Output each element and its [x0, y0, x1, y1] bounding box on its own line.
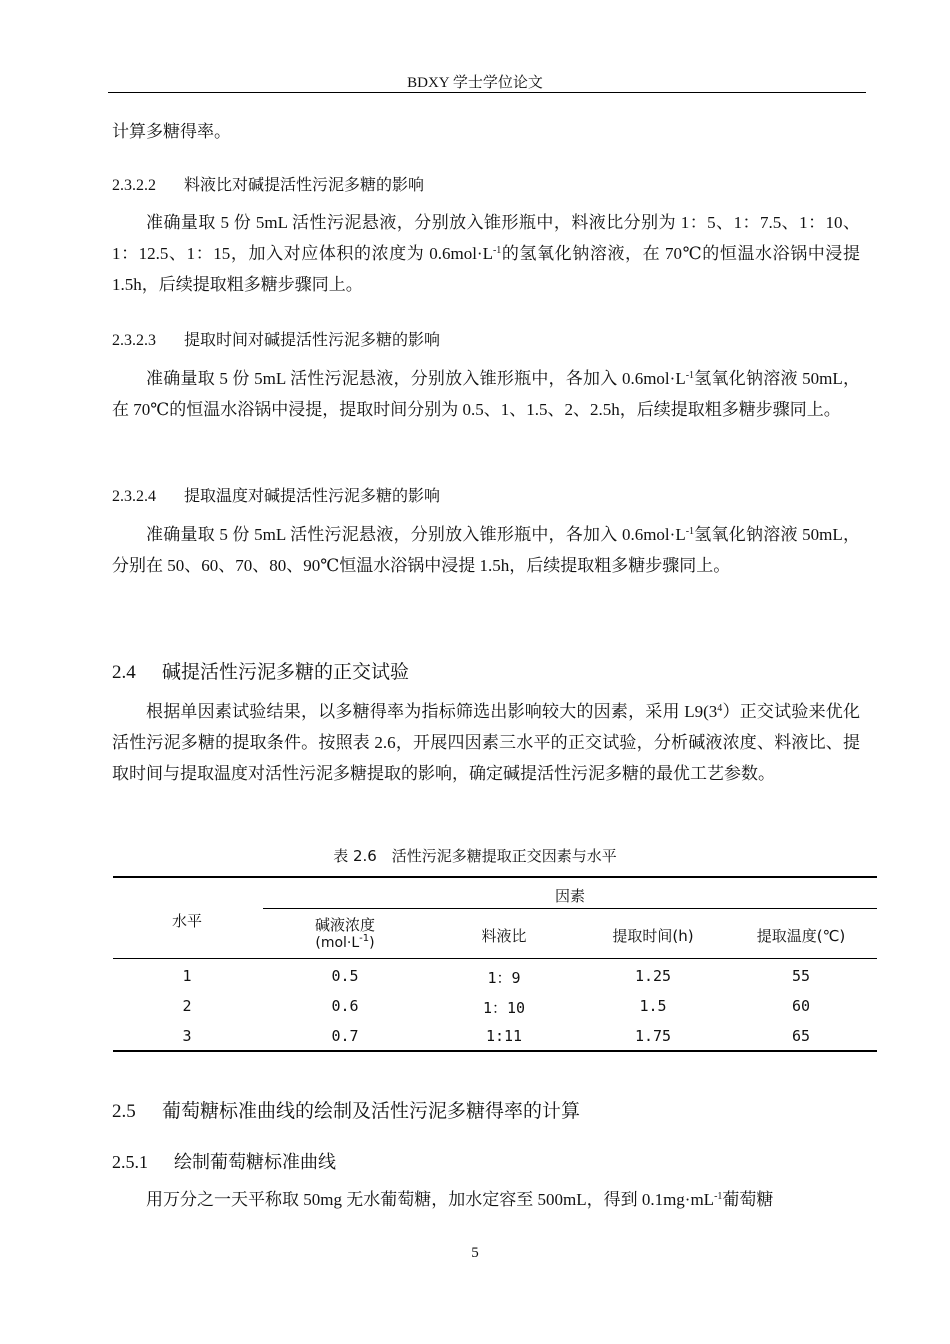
paragraph-temperature — [112, 519, 860, 581]
paragraph-orthogonal — [112, 696, 860, 789]
heading-title: 葡萄糖标准曲线的绘制及活性污泥多糖得率的计算 — [162, 1100, 581, 1122]
paragraph-text: ）正交试验来优化活性污泥多糖的提取条件。按照表 2.6，开展四因素三水平的正交试验，分析碱液浓度、料液比、提取时间与提取温度对活性污泥多糖提取的影响，确定碱提活性污泥多糖的最优工艺参数。 — [112, 702, 861, 783]
paragraph-text: 根据单因素试验结果，以多糖得率为指标筛选出影响较大的因素，采用 L9(3 — [146, 702, 718, 721]
paragraph-text: 准确量取 5 份 5mL 活性污泥悬液，分别放入锥形瓶中，各加入 0.6mol·L — [146, 369, 686, 388]
table-cell-temp: 60 — [791, 997, 811, 1015]
superscript: -1 — [685, 370, 695, 381]
table-cell-level: 2 — [182, 997, 192, 1015]
page-header: BDXY 学士学位论文 — [407, 75, 543, 91]
heading-2-3-2-2 — [112, 172, 424, 195]
heading-number: 2.3.2.2 — [112, 177, 156, 194]
header-rule — [108, 92, 866, 93]
table-cell-ratio: 1：10 — [482, 999, 526, 1017]
table-cell-time: 1.25 — [634, 967, 672, 985]
table-top-rule — [113, 876, 877, 878]
heading-2-4 — [112, 657, 409, 684]
heading-number: 2.4 — [112, 662, 136, 683]
heading-title: 料液比对碱提活性污泥多糖的影响 — [184, 175, 425, 194]
table-header-factor: 因素 — [554, 887, 585, 905]
paragraph-text: 氢氧化钠溶液 50mL，在 70℃的恒温水浴锅中浸提，提取时间分别为 0.5、1、1.5、2、2.5h，后续提取粗多糖步骤同上。 — [112, 369, 861, 419]
heading-title: 绘制葡萄糖标准曲线 — [174, 1152, 336, 1173]
table-cell-temp: 55 — [791, 967, 811, 985]
paragraph-text: 准确量取 5 份 5mL 活性污泥悬液，分别放入锥形瓶中，各加入 0.6mol·L — [146, 525, 686, 544]
table-bottom-rule — [113, 1050, 877, 1052]
paragraph-text: 氢氧化钠溶液 50mL，分别在 50、60、70、80、90℃恒温水浴锅中浸提 1.5h，后续提取粗多糖步骤同上。 — [112, 525, 861, 575]
col-label: 碱液浓度 — [314, 916, 375, 934]
table-col-temp: 提取温度(℃) — [756, 927, 846, 945]
heading-number: 2.3.2.3 — [112, 332, 156, 349]
paragraph-ratio — [112, 207, 860, 300]
table-cell-ratio: 1：9 — [487, 969, 521, 987]
superscript: -1 — [492, 245, 502, 256]
table-header-rule — [113, 958, 877, 959]
table-cell-conc: 0.5 — [331, 967, 359, 985]
col-unit: $(mol\cdot L^{-1})$ — [315, 933, 375, 951]
table-cell-level: 3 — [182, 1027, 192, 1045]
superscript: -1 — [685, 526, 695, 537]
table-caption: 表 2.6 活性污泥多糖提取正交因素与水平 — [333, 847, 617, 865]
table-cell-temp: 65 — [791, 1027, 811, 1045]
table-cell-conc: 0.6 — [331, 997, 359, 1015]
paragraph-continued: 计算多糖得率。 — [112, 122, 231, 141]
paragraph-time — [112, 363, 860, 425]
heading-title: 提取温度对碱提活性污泥多糖的影响 — [184, 486, 441, 505]
heading-title: 碱提活性污泥多糖的正交试验 — [162, 661, 410, 683]
heading-number: 2.5.1 — [112, 1152, 148, 1172]
table-col-ratio: 料液比 — [481, 927, 527, 945]
table-col-conc — [263, 914, 427, 951]
heading-2-5 — [112, 1096, 580, 1123]
paragraph-text: 葡萄糖 — [722, 1190, 774, 1209]
table-cell-conc: 0.7 — [331, 1027, 359, 1045]
table-cell-level: 1 — [182, 967, 192, 985]
table-header-level: 水平 — [171, 912, 202, 930]
paragraph-text: 准确量取 5 份 5mL 活性污泥悬液，分别放入锥形瓶中，料液比分别为 1：5、1：7.5、1：10、1：12.5、1：15，加入对应体积的浓度为 0.6mol·L — [112, 213, 860, 263]
table-col-time: 提取时间(h) — [612, 927, 694, 945]
heading-2-5-1 — [112, 1148, 336, 1174]
paragraph-text: 用万分之一天平称取 50mg 无水葡萄糖，加水定容至 500mL，得到 0.1mg·mL — [146, 1190, 715, 1209]
heading-2-3-2-4 — [112, 483, 440, 506]
heading-number: 2.5 — [112, 1101, 136, 1122]
superscript: 4 — [717, 703, 723, 714]
heading-2-3-2-3 — [112, 327, 440, 350]
table-factor-rule — [263, 908, 877, 909]
heading-number: 2.3.2.4 — [112, 488, 156, 505]
table-cell-ratio: 1:11 — [485, 1027, 523, 1045]
paragraph-text: 的氢氧化钠溶液，在 70℃的恒温水浴锅中浸提 1.5h，后续提取粗多糖步骤同上。 — [112, 244, 860, 294]
table-cell-time: 1.5 — [639, 997, 667, 1015]
paragraph-glucose — [112, 1184, 860, 1215]
table-cell-time: 1.75 — [634, 1027, 672, 1045]
page-number: 5 — [471, 1245, 479, 1261]
heading-title: 提取时间对碱提活性污泥多糖的影响 — [184, 330, 441, 349]
superscript: -1 — [714, 1191, 723, 1202]
